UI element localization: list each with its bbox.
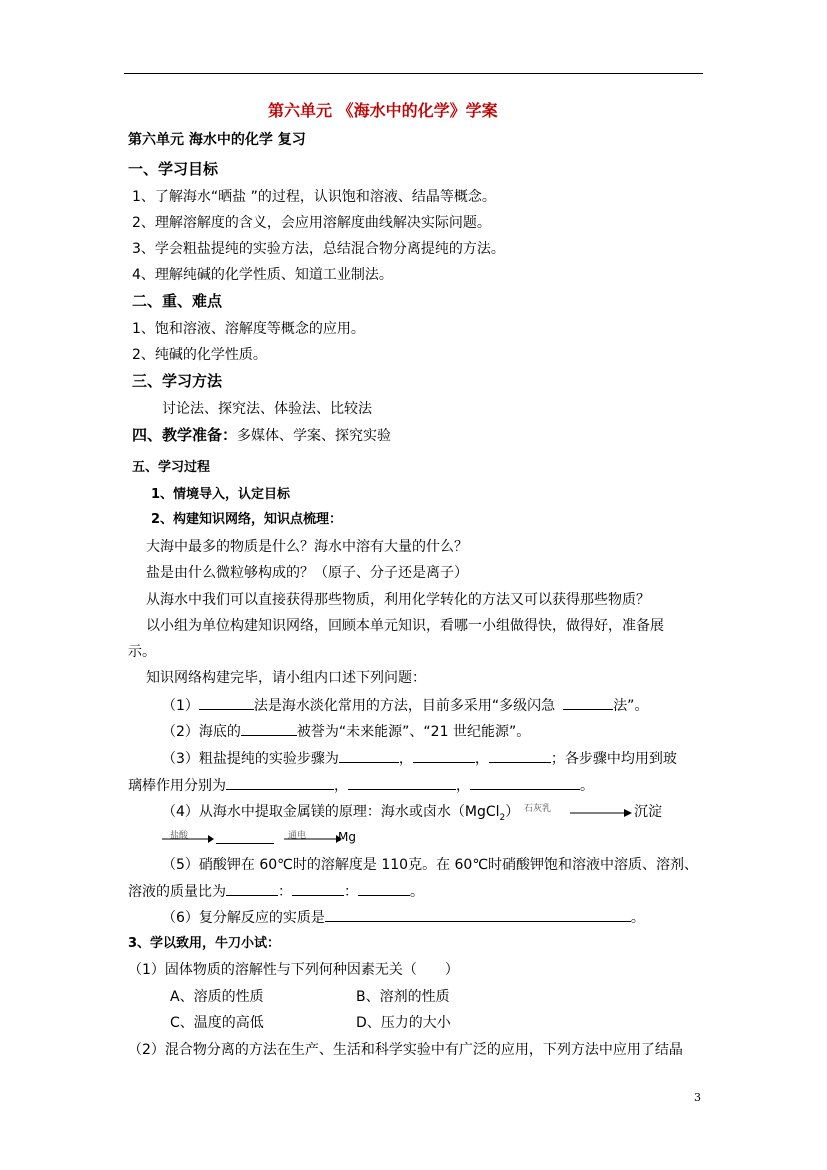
list-item: 1、了解海水“晒盐 ”的过程，认识饱和溶液、结晶等概念。 <box>132 189 496 205</box>
option-d[interactable]: D、压力的大小 <box>356 1015 451 1031</box>
fill-blank[interactable] <box>358 882 410 896</box>
paragraph: 大海中最多的物质是什么？海水中溶有大量的什么？ <box>146 539 468 555</box>
q-text: ， <box>456 778 470 794</box>
fill-blank[interactable] <box>199 696 254 710</box>
arrow-icon <box>162 834 214 844</box>
section-heading: 四、教学准备： <box>132 426 238 444</box>
option-c[interactable]: C、温度的高低 <box>170 1015 264 1031</box>
prep-line <box>132 426 391 445</box>
q-text: （1） <box>162 698 199 714</box>
paragraph: 以小组为单位构建知识网络，回顾本单元知识，看哪一小组做得快，做得好，准备展 <box>146 618 664 634</box>
fill-blank[interactable] <box>292 882 344 896</box>
q-text: 法是海水淡化常用的方法，目前多采用“多级闪急 <box>253 698 556 714</box>
q-text: 沉淀 <box>634 804 662 820</box>
q-text: ： <box>344 884 358 900</box>
arrow-icon <box>570 808 632 818</box>
page-number: 3 <box>694 1091 701 1104</box>
section-heading: 三、学习方法 <box>132 372 223 390</box>
fill-blank[interactable] <box>241 722 297 736</box>
question-6 <box>162 908 645 927</box>
exercise-question: （1）固体物质的溶解性与下列何种因素无关（ ） <box>128 962 459 978</box>
paragraph: 示。 <box>128 644 156 660</box>
reagent-label: 盐酸 <box>170 831 189 841</box>
section-heading: 二、重、难点 <box>132 292 223 310</box>
list-item: 4、理解纯碱的化学性质、知道工业制法。 <box>132 267 393 283</box>
section-heading: 一、学习目标 <box>128 160 219 178</box>
fill-blank[interactable] <box>216 830 274 844</box>
q-text: ， <box>398 751 413 767</box>
fill-blank[interactable] <box>348 776 456 790</box>
q-text: 溶液的质量比为 <box>128 884 226 900</box>
list-item: 1、饱和溶液、溶解度等概念的应用。 <box>132 321 365 337</box>
arrow-icon <box>284 834 342 844</box>
q-text: 法”。 <box>613 698 649 714</box>
fill-blank[interactable] <box>226 776 334 790</box>
question-5-cont <box>128 882 424 901</box>
q-text: （3）粗盐提纯的实验步骤为 <box>162 751 339 767</box>
list-item: 3、学会粗盐提纯的实验方法，总结混合物分离提纯的方法。 <box>132 241 505 257</box>
question-3-cont <box>128 776 594 795</box>
step-heading: 2、构建知识网络，知识点梳理： <box>151 512 343 527</box>
section-heading: 五、学习过程 <box>132 460 211 475</box>
question-3 <box>162 749 677 768</box>
exercise-question: （2）混合物分离的方法在生产、生活和科学实验中有广泛的应用，下列方法中应用了结晶 <box>128 1042 683 1058</box>
product-label: Mg <box>338 830 356 844</box>
question-2 <box>162 722 530 741</box>
fill-blank[interactable] <box>563 696 613 710</box>
question-1 <box>162 696 648 715</box>
q-text: 。 <box>410 884 424 900</box>
step-heading: 1、情境导入，认定目标 <box>151 487 291 502</box>
q-text: （4）从海水中提取金属镁的原理：海水或卤水（MgCl <box>162 804 500 820</box>
subscript: 2 <box>499 812 506 823</box>
q-text: ） <box>505 804 520 820</box>
q-text: ， <box>474 751 489 767</box>
q-text: （2）海底的 <box>162 724 241 740</box>
subtitle: 第六单元 海水中的化学 复习 <box>128 132 306 148</box>
header-rule <box>124 73 703 74</box>
q-text: 璃棒作用分别为 <box>128 778 226 794</box>
q-text: ， <box>334 778 348 794</box>
fill-blank[interactable] <box>470 776 580 790</box>
question-5: （5）硝酸钾在 60℃时的溶解度是 110克。在 60℃时硝酸钾饱和溶液中溶质、溶剂、 <box>162 857 699 873</box>
q-text: 。 <box>630 910 645 926</box>
list-item: 2、理解溶解度的含义，会应用溶解度曲线解决实际问题。 <box>132 215 491 231</box>
option-a[interactable]: A、溶质的性质 <box>170 989 264 1005</box>
paragraph: 知识网络构建完毕，请小组内口述下列问题： <box>146 670 426 686</box>
q-text: 被誉为“未来能源”、“21 世纪能源”。 <box>296 724 531 740</box>
q-text: ： <box>278 884 292 900</box>
question-4 <box>162 803 519 827</box>
fill-blank[interactable] <box>413 749 475 763</box>
fill-blank[interactable] <box>489 749 551 763</box>
option-b[interactable]: B、溶剂的性质 <box>356 989 450 1005</box>
q-text: ；各步骤中均用到玻 <box>550 751 677 767</box>
prep-text: 多媒体、学案、探究实验 <box>237 428 392 444</box>
q-text: （6）复分解反应的实质是 <box>162 910 325 926</box>
reagent-label: 石灰乳 <box>524 804 552 814</box>
fill-blank[interactable] <box>226 882 278 896</box>
paragraph: 从海水中我们可以直接获得那些物质，利用化学转化的方法又可以获得那些物质？ <box>146 592 650 608</box>
reagent-label: 通电 <box>288 831 307 841</box>
page-title: 第六单元 《海水中的化学》学案 <box>268 101 498 120</box>
paragraph: 盐是由什么微粒够构成的？（原子、分子还是离子） <box>146 565 468 581</box>
list-item: 2、纯碱的化学性质。 <box>132 347 267 363</box>
fill-blank[interactable] <box>339 749 399 763</box>
fill-blank[interactable] <box>325 908 631 922</box>
q-text: 。 <box>580 778 594 794</box>
step-heading: 3、学以致用，牛刀小试： <box>128 936 281 951</box>
method-list: 讨论法、探究法、体验法、比较法 <box>162 401 372 417</box>
